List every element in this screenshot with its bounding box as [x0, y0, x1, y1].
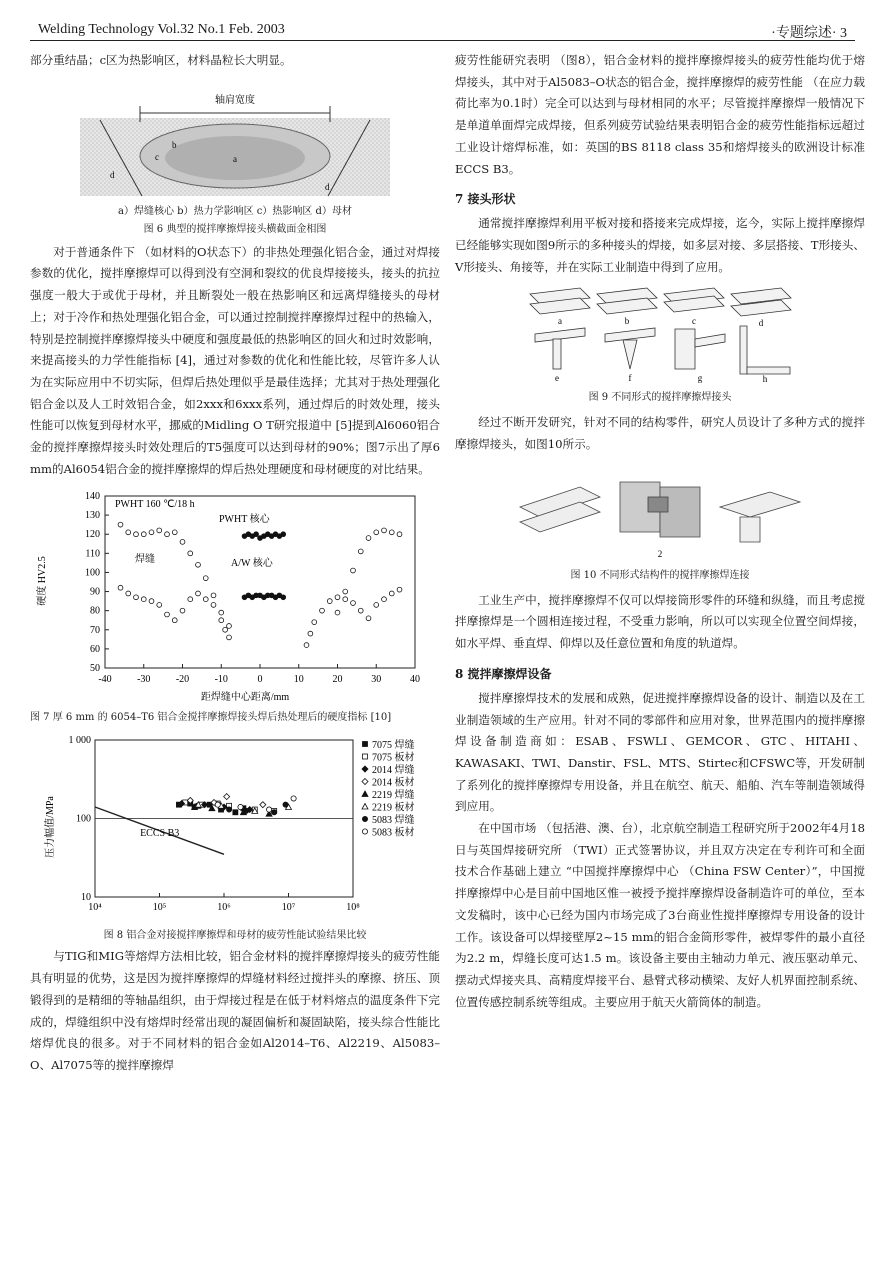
data-point [266, 807, 271, 812]
data-point [196, 592, 201, 597]
data-point [382, 597, 387, 602]
data-point [389, 592, 394, 597]
figure-label: d [758, 318, 764, 329]
chart-annotation: A/W 核心 [231, 558, 273, 570]
data-point [397, 588, 402, 593]
x-tick-label: 20 [332, 674, 343, 686]
data-point [397, 532, 402, 537]
data-point [312, 620, 317, 625]
data-point [157, 603, 162, 608]
figure-10 [510, 462, 810, 562]
hardness-chart [35, 486, 435, 704]
y-tick-label: 60 [90, 644, 100, 656]
figure-caption: 图 9 不同形式的搅拌摩擦焊接头 [588, 392, 732, 404]
data-point [227, 807, 232, 812]
data-point [260, 802, 266, 808]
chart-annotation: 焊缝 [135, 554, 155, 566]
data-point [281, 595, 286, 600]
figure-label: g [697, 373, 703, 384]
right-column [455, 50, 865, 1013]
figure-label: c [692, 316, 696, 327]
data-point [223, 628, 228, 633]
page-number: ·专题综述· 3 [771, 26, 847, 41]
data-point [351, 601, 356, 606]
data-point [343, 590, 348, 595]
data-point [238, 805, 243, 810]
data-point [281, 532, 286, 537]
data-point [389, 530, 394, 535]
section-heading: 8 搅拌摩擦焊设备 [455, 666, 552, 681]
figure-label: a [233, 153, 237, 164]
figure-label: b [172, 139, 177, 150]
x-tick-label: 10⁵ [152, 902, 167, 914]
legend-label: 2219 板材 [372, 802, 415, 814]
data-point [141, 597, 146, 602]
legend-marker [362, 779, 368, 785]
x-tick-label: -30 [137, 674, 151, 686]
joint-types-image [525, 284, 795, 384]
x-tick-label: -40 [98, 674, 112, 686]
y-tick-label: 10 [81, 892, 91, 904]
legend-label: 7075 板材 [372, 752, 415, 764]
data-point [203, 576, 208, 581]
x-axis-label: 距焊缝中心距离/mm [200, 692, 290, 704]
data-point [118, 523, 123, 528]
data-point [172, 530, 177, 535]
x-tick-label: 10⁴ [88, 902, 102, 914]
figure-label: h [762, 374, 768, 385]
figure-caption: 图 6 典型的搅拌摩擦焊接头横截面金相图 [143, 223, 327, 235]
x-tick-label: -20 [175, 674, 190, 686]
legend-label: 2014 焊缝 [372, 765, 415, 777]
data-point [196, 563, 201, 568]
y-tick-label: 50 [90, 663, 100, 675]
y-tick-label: 130 [85, 510, 100, 522]
figure-caption: 图 10 不同形式结构件的搅拌摩擦焊连接 [570, 569, 750, 581]
data-point [382, 528, 387, 533]
figure-6 [80, 78, 390, 198]
chart-annotation: PWHT 160 ℃/18 h [115, 499, 195, 511]
y-tick-label: 70 [90, 625, 100, 637]
legend-marker [362, 804, 368, 810]
figure-label: c [155, 151, 159, 162]
figure-legend: a）焊缝核心 b）热力学影响区 c）热影响区 d）母材 [118, 205, 352, 217]
paragraph: 在中国市场 （包括港、澳、台），北京航空制造工程研究所于2002年4月18日与英国焊接研究所 （TWI）正式签署协议，并且双方决定在专利许可和全面技术合作基础上建立 “中国搅拌摩擦焊中心 （China FSW Center）”，中国搅拌摩擦焊中心是目前中国地区惟一被授予搅拌摩擦焊设备制造许可的单位，至本文发稿时，该中心已经为国内市场完成了3台商业性搅拌摩擦焊专用设备的设计工作。该设备可以焊接壁厚2~15 mm的铝合金筒形零件，被焊零件的最小直径为2.2 m，焊缝长度可达1.5 m。该设备主要由主轴动力单元、液压驱动单元、摆动式焊接夹具、高精度焊接平台、悬臂式移动横梁、友好人机界面控制系统、位置传感控制系统等组成。主要应用于航天火箭筒体的制造。 [455, 821, 865, 1009]
data-point [211, 603, 216, 608]
legend-label: 5083 板材 [372, 827, 415, 839]
y-tick-label: 120 [85, 529, 100, 541]
journal-title: Welding Technology Vol.32 No.1 Feb. 2003 [38, 22, 285, 37]
data-point [320, 609, 325, 614]
data-point [149, 530, 154, 535]
data-point [215, 803, 220, 808]
y-tick-label: 100 [85, 567, 100, 579]
data-point [180, 609, 185, 614]
legend-marker [362, 791, 368, 797]
y-axis-label: 硬度 HV2.5 [37, 556, 48, 607]
figure-caption: 图 7 厚 6 mm 的 6054–T6 铝合金搅拌摩擦焊接头焊后热处理后的硬度指标 [10] [30, 712, 392, 724]
data-point [233, 810, 238, 815]
figure-label: b [624, 316, 630, 327]
data-point [308, 632, 313, 637]
data-point [254, 532, 259, 537]
y-tick-label: 110 [85, 548, 100, 560]
y-tick-label: 90 [90, 586, 100, 598]
figure-label: d [110, 169, 115, 180]
data-point [304, 643, 309, 648]
x-tick-label: 0 [257, 674, 263, 686]
figure-9 [525, 284, 795, 384]
data-point [327, 599, 332, 604]
x-tick-label: 40 [410, 674, 420, 686]
data-point [219, 618, 224, 623]
data-point [126, 530, 131, 535]
data-point [134, 595, 139, 600]
y-tick-label: 100 [76, 813, 91, 825]
data-point [165, 613, 170, 618]
legend-label: 2014 板材 [372, 777, 415, 789]
data-point [335, 611, 340, 616]
x-tick-label: 30 [371, 674, 382, 686]
data-point [366, 616, 371, 621]
data-point [227, 624, 232, 629]
figure-label: 轴肩宽度 [215, 94, 255, 106]
data-point [374, 603, 379, 608]
data-point [219, 611, 224, 616]
data-point [134, 532, 139, 537]
data-point [343, 597, 348, 602]
data-point [211, 593, 216, 598]
data-point [335, 595, 340, 600]
data-point [227, 635, 232, 640]
data-point [157, 528, 162, 533]
legend-marker [363, 742, 368, 747]
data-point [224, 794, 230, 800]
data-point [243, 809, 248, 814]
y-axis-label: 压力幅值/MPa [45, 796, 56, 859]
x-tick-label: 10 [293, 674, 304, 686]
x-tick-label: -10 [214, 674, 228, 686]
paragraph: 经过不断开发研究，针对不同的结构零件，研究人员设计了多种方式的搅拌摩擦焊接头，如图10所示。 [455, 415, 865, 452]
paragraph: 部分重结晶；c区为热影响区，材料晶粒长大明显。 [30, 53, 292, 67]
legend-marker [362, 829, 367, 834]
figure-label: d [325, 181, 330, 192]
figure-label: a [558, 316, 562, 327]
fatigue-chart [35, 732, 435, 922]
legend-label: 2219 焊缝 [372, 790, 415, 802]
data-point [283, 803, 288, 808]
figure-8 [35, 732, 435, 922]
legend-marker [362, 817, 367, 822]
legend-marker [363, 754, 368, 759]
figure-label: f [628, 373, 632, 384]
structure-joints-image [510, 462, 810, 562]
section-heading: 7 接头形状 [455, 192, 516, 207]
data-point [180, 540, 185, 545]
legend-marker [362, 766, 368, 772]
paragraph: 对于普通条件下 （如材料的O状态下）的非热处理强化铝合金，通过对焊接参数的优化，搅拌摩擦焊可以得到没有空洞和裂纹的优良焊接接头，接头的抗拉强度一般大于或优于母材，并且断裂处一般在热影响区和远离焊缝接头的母材上；对于冷作和热处理强化铝合金，可以通过控制搅拌摩擦焊过程中的热输入，特别是控制搅拌摩擦焊接头中硬度和强度最低的热影响区的回火和过时效影响，来提高接头的力学性能指标 [4]，通过对参数的优化和性能比较，尽管许多人认为在实际应用中不切实际，但焊后热处理似乎是最佳选择；尤其对于热处理强化铝合金以及人工时效铝合金，如2xxx和6xxx系列，通过焊后的时效处理，接头性能可以恢复到母材水平，挪威的Midling O T研究报道中 [5]提到Al6060铝合金的搅拌摩擦焊接头时效处理后的T5强度可以达到母材的90%；图7示出了厚6 mm的Al6054铝合金的搅拌摩擦焊的焊后热处理硬度和母材硬度的对比结果。 [30, 244, 440, 476]
data-point [366, 536, 371, 541]
figure-label: 2 [657, 548, 663, 559]
x-tick-label: 10⁶ [217, 902, 231, 914]
running-header [30, 18, 855, 41]
data-point [118, 586, 123, 591]
paragraph: 与TIG和MIG等熔焊方法相比较，铝合金材料的搅拌摩擦焊接头的疲劳性能具有明显的优势，这是因为搅拌摩擦焊的焊缝材料经过搅拌头的摩擦、挤压、顶锻得到的是精细的等轴晶组织，由于焊接过程是在低于材料熔点的温度条件下完成的，焊缝组织中没有熔焊时经常出现的凝固偏析和凝固缺陷，接头综合性能比熔焊优良的很多。对于不同材料的铝合金如Al2014–T6、Al2219、Al5083–O、Al7075等的搅拌摩擦焊 [30, 949, 440, 1072]
data-point [188, 597, 193, 602]
chart-annotation: PWHT 核心 [219, 514, 270, 526]
paragraph: 疲劳性能研究表明 （图8），铝合金材料的搅拌摩擦焊接头的疲劳性能均优于熔焊接头，其中对于Al5083–O状态的铝合金，搅拌摩擦焊的疲劳性能 （在应力载荷比率为0.1时）完全可以达到与母材相同的水平；尽管搅拌摩擦焊一般情况下是单道单面焊完成焊接，但系列疲劳试验结果表明铝合金的疲劳性能指标远超过工业设计熔焊标准，如：英国的BS 8118 class 35和熔焊接头的欧洲设计标准ECCS B3。 [455, 53, 865, 176]
data-point [172, 618, 177, 623]
data-point [188, 551, 193, 556]
paragraph: 工业生产中，搅拌摩擦焊不仅可以焊接筒形零件的环缝和纵缝，而且考虑搅拌摩擦焊是一个圆相连接过程，不受重力影响，所以可以实现全位置空间焊接，如水平焊、垂直焊、仰焊以及任意位置和角度的轨道焊。 [455, 592, 865, 651]
paragraph: 通常搅拌摩擦焊利用平板对接和搭接来完成焊接，迄今，实际上搅拌摩擦焊已经能够实现如图9所示的多种接头的焊接，如多层对接、多层搭接、T形接头、V形接头、角接等，并在实际工业制造中得到了应用。 [455, 216, 865, 274]
data-point [374, 530, 379, 535]
data-point [165, 532, 170, 537]
paragraph: 搅拌摩擦焊技术的发展和成熟，促进搅拌摩擦焊设备的设计、制造以及在工业制造领域的生产应用。针对不同的零部件和应用对象，世界范围内的搅拌摩擦焊设备制造商如：ESAB、FSWLI、GEMCOR、GTC、HITAHI、KAWASAKI、TWI、Danstir、FSL、MTS、Stirtec和CFSWC等，开发研制了系列化的搅拌摩擦焊专用设备，并且在航空、航天、船舶、汽车等制造领域得到应用。 [455, 690, 865, 814]
legend-label: 5083 焊缝 [372, 815, 415, 827]
data-point [141, 532, 146, 537]
data-point [126, 592, 131, 597]
data-point [272, 810, 277, 815]
data-point [291, 796, 296, 801]
data-point [351, 569, 356, 574]
y-tick-label: 80 [90, 606, 100, 618]
y-tick-label: 1 000 [68, 735, 91, 747]
legend-label: 7075 焊缝 [372, 740, 415, 752]
data-point [203, 597, 208, 602]
line-label: ECCS B3 [140, 828, 180, 840]
left-column [30, 50, 440, 1077]
figure-caption: 图 8 铝合金对接搅拌摩擦焊和母材的疲劳性能试验结果比较 [103, 930, 367, 942]
x-tick-label: 10⁷ [281, 902, 296, 914]
x-tick-label: 10⁸ [346, 902, 360, 914]
data-point [358, 549, 363, 554]
y-tick-label: 140 [85, 491, 100, 503]
data-point [149, 599, 154, 604]
data-point [358, 609, 363, 614]
macrograph-image [80, 78, 390, 198]
figure-7 [35, 486, 435, 704]
figure-label: e [555, 373, 559, 384]
